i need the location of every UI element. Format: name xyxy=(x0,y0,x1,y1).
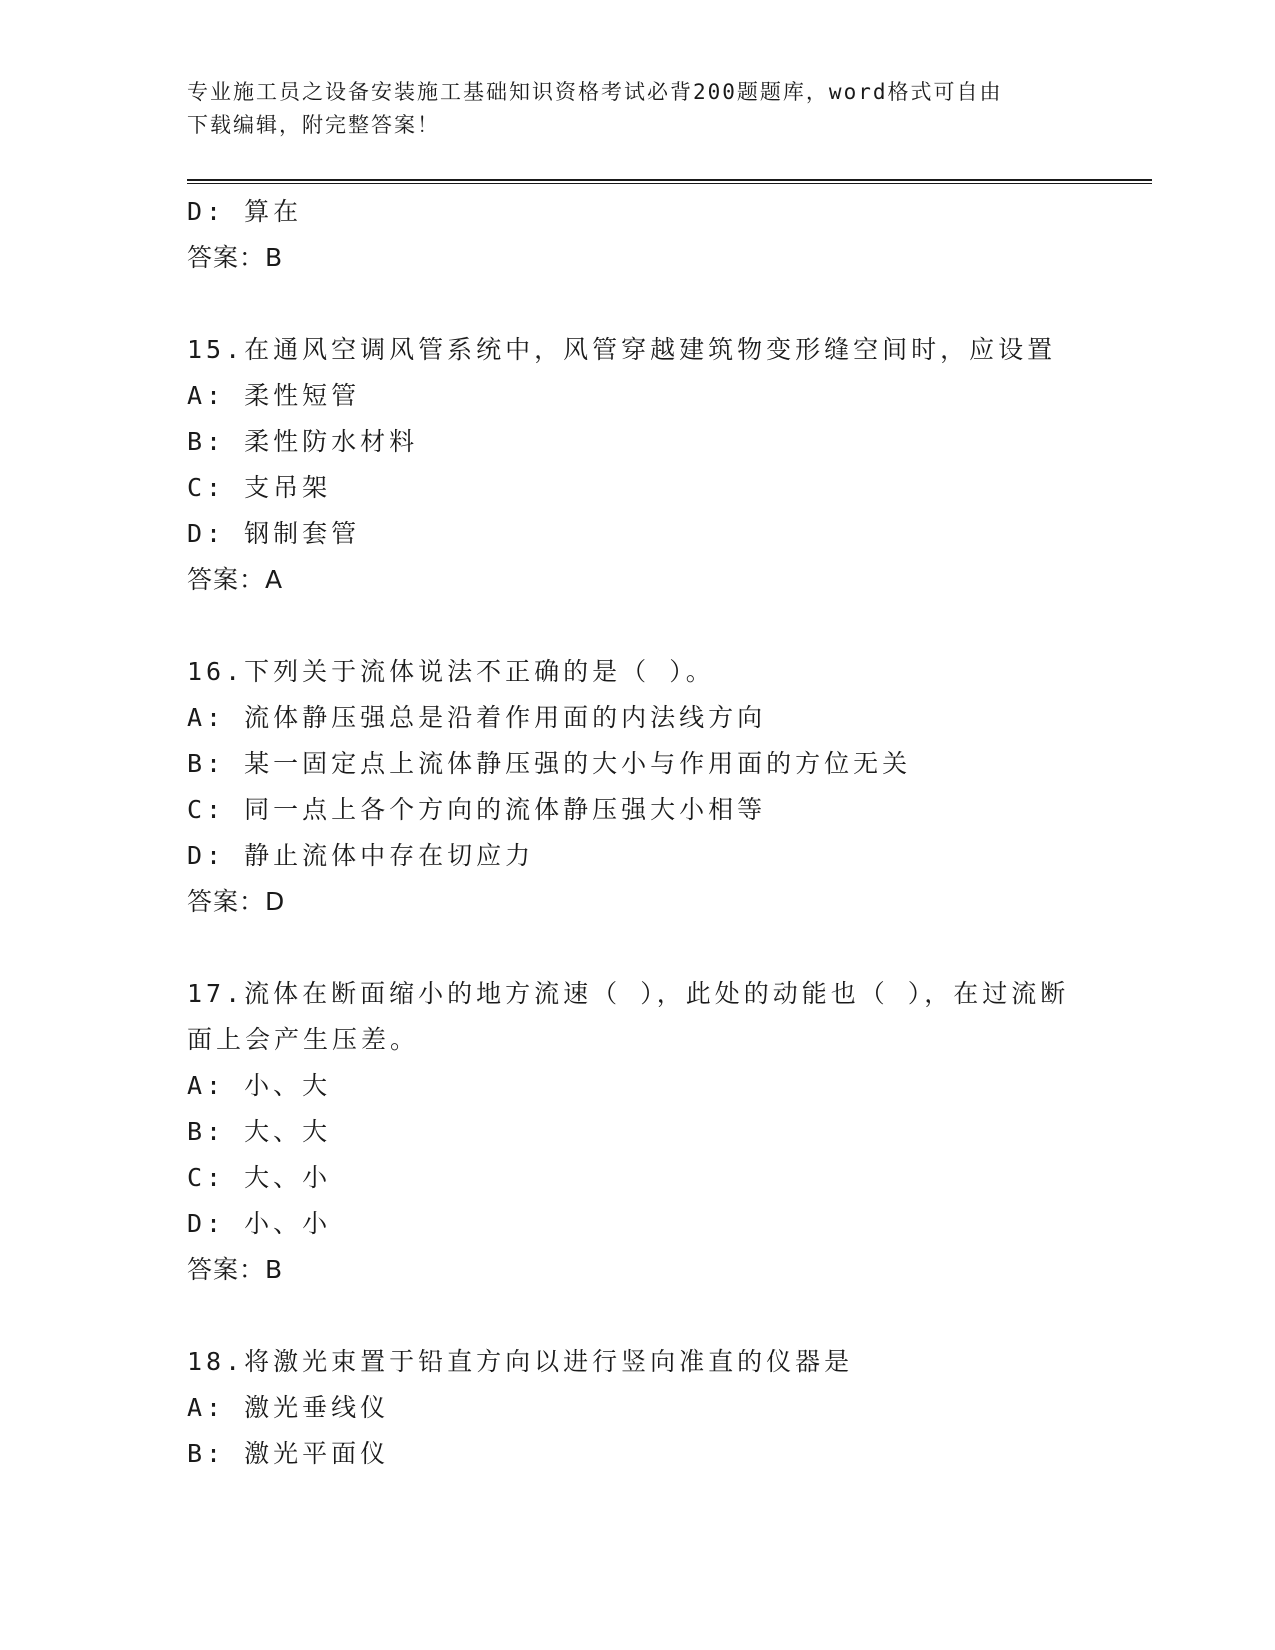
question-fragment xyxy=(187,189,1087,281)
answer-line: 答案：A xyxy=(187,565,284,594)
option-c: C: 大、小 xyxy=(187,1163,332,1192)
spacer xyxy=(187,281,1087,327)
option-b: B: 某一固定点上流体静压强的大小与作用面的方位无关 xyxy=(187,749,912,778)
option-d: D: 小、小 xyxy=(187,1209,332,1238)
option-a: A: 流体静压强总是沿着作用面的内法线方向 xyxy=(187,703,767,732)
question-stem-line-1: 17.流体在断面缩小的地方流速（ ），此处的动能也（ ），在过流断 xyxy=(187,979,1070,1008)
question-stem: 15.在通风空调风管系统中，风管穿越建筑物变形缝空间时，应设置 xyxy=(187,335,1057,364)
spacer xyxy=(187,925,1087,971)
answer-line: 答案：B xyxy=(187,243,284,272)
spacer xyxy=(187,603,1087,649)
option-a: A: 柔性短管 xyxy=(187,381,361,410)
option-d: D: 静止流体中存在切应力 xyxy=(187,841,535,870)
header-line-1: 专业施工员之设备安装施工基础知识资格考试必背200题题库，word格式可自由 xyxy=(187,80,1003,104)
question-stem: 18.将激光束置于铅直方向以进行竖向准直的仪器是 xyxy=(187,1347,854,1376)
header-rule-thick xyxy=(187,179,1152,181)
option-a: A: 激光垂线仪 xyxy=(187,1393,390,1422)
question-17 xyxy=(187,971,1087,1293)
question-16 xyxy=(187,649,1087,925)
option-c: C: 同一点上各个方向的流体静压强大小相等 xyxy=(187,795,767,824)
option-d: D: 算在 xyxy=(187,197,303,226)
answer-line: 答案：D xyxy=(187,887,286,916)
option-b: B: 激光平面仪 xyxy=(187,1439,390,1468)
answer-line: 答案：B xyxy=(187,1255,284,1284)
question-18 xyxy=(187,1339,1087,1477)
spacer xyxy=(187,1293,1087,1339)
document-body xyxy=(187,189,1087,1477)
header-rule-thin xyxy=(187,183,1152,184)
question-15 xyxy=(187,327,1087,603)
question-stem: 16.下列关于流体说法不正确的是（ ）。 xyxy=(187,657,715,686)
option-c: C: 支吊架 xyxy=(187,473,332,502)
option-b: B: 柔性防水材料 xyxy=(187,427,419,456)
option-d: D: 钢制套管 xyxy=(187,519,361,548)
option-a: A: 小、大 xyxy=(187,1071,332,1100)
question-stem-line-2: 面上会产生压差。 xyxy=(187,1025,420,1054)
option-b: B: 大、大 xyxy=(187,1117,332,1146)
header-line-2: 下载编辑，附完整答案！ xyxy=(187,113,440,137)
document-header xyxy=(187,76,1087,142)
